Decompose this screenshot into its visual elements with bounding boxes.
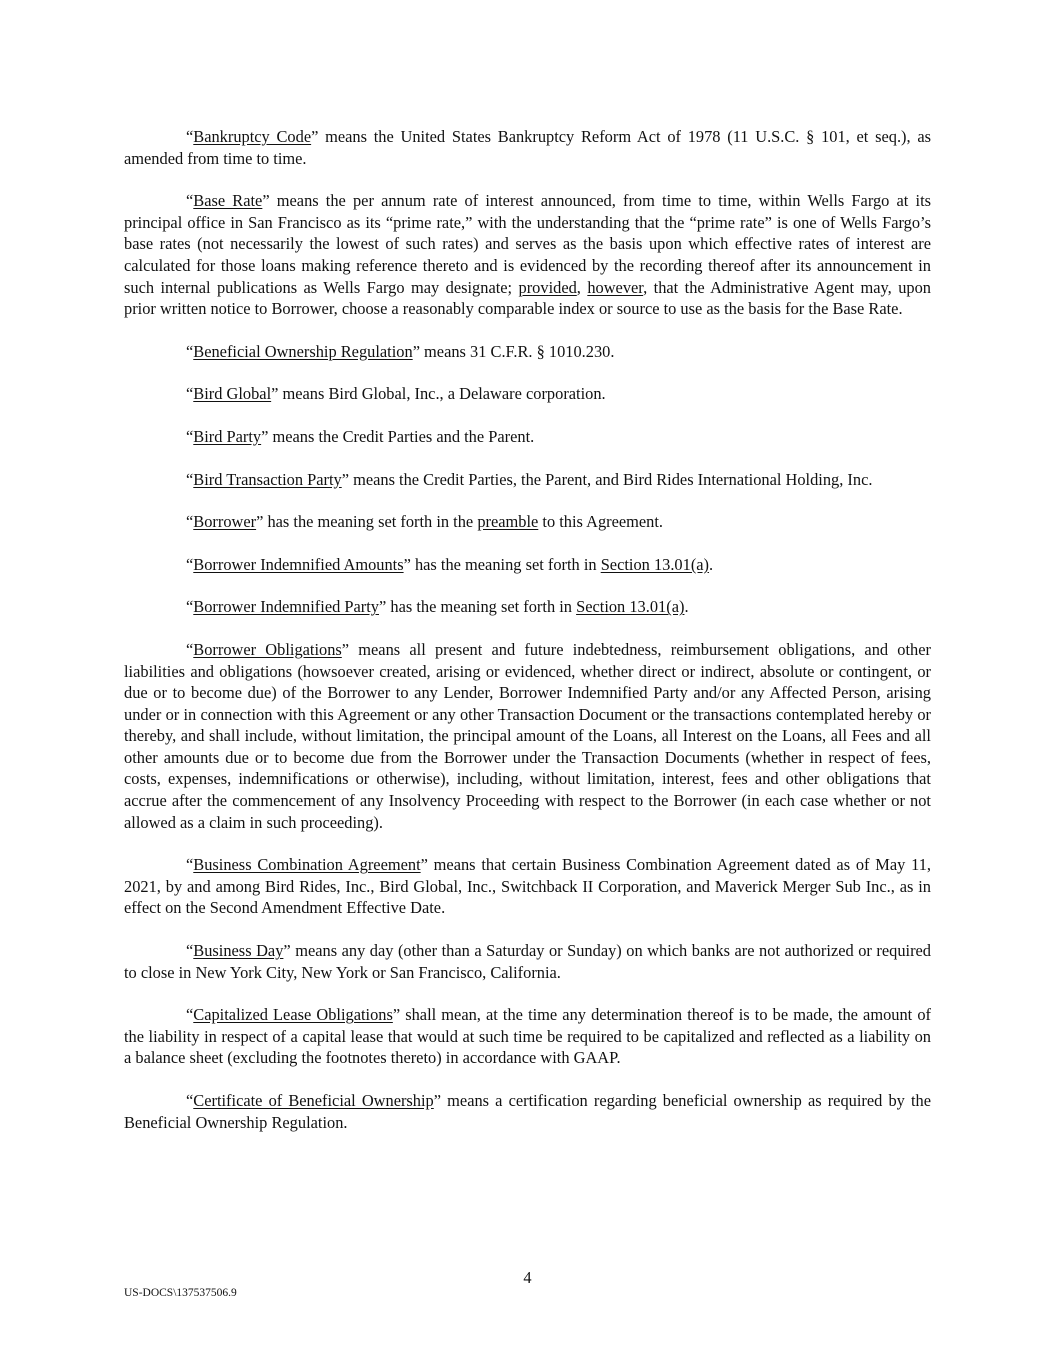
definition-borrower-indemnified-party: “Borrower Indemnified Party” has the meaning set forth in Section 13.01(a). xyxy=(186,597,689,617)
section-13-01-a-link[interactable]: Section 13.01(a) xyxy=(576,597,685,617)
definition-borrower: “Borrower” has the meaning set forth in the preamble to this Agreement. xyxy=(186,512,664,532)
term-beneficial-ownership-regulation: Beneficial Ownership Regulation xyxy=(193,341,413,361)
term-bird-global: Bird Global xyxy=(193,384,272,404)
term-business-day: Business Day xyxy=(193,941,284,961)
page-number: 4 xyxy=(523,1268,532,1287)
document-body xyxy=(124,126,931,1154)
definition-borrower-indemnified-amounts: “Borrower Indemnified Amounts” has the meaning set forth in Section 13.01(a). xyxy=(186,554,714,574)
term-business-combination-agreement: Business Combination Agreement xyxy=(193,855,421,875)
definition-beneficial-ownership-regulation: “Beneficial Ownership Regulation” means 31 C.F.R. § 1010.230. xyxy=(186,341,615,361)
term-borrower-indemnified-amounts: Borrower Indemnified Amounts xyxy=(193,554,404,574)
definition-base-rate: “Base Rate” means the per annum rate of interest announced, from time to time, within Wells Fargo at its principal office in San Francisco as its “prime rate,” with the understanding that the “prime rate” is one of Wells Fargo’s base rates (not necessarily the lowest of such rates) and serves as the basis upon which effective rates of interest are calculated for those loans making reference thereto and is evidenced by the recording thereof after its announcement in such internal publications as Wells Fargo may designate; provided, however, that the Administrative Agent may, upon prior written notice to Borrower, choose a reasonably comparable index or source to use as the basis for the Base Rate. xyxy=(124,191,931,319)
however-emphasis: however xyxy=(587,277,644,297)
term-borrower: Borrower xyxy=(193,512,257,532)
term-bird-transaction-party: Bird Transaction Party xyxy=(193,469,342,489)
definition-capitalized-lease-obligations: “Capitalized Lease Obligations” shall mean, at the time any determination thereof is to be made, the amount of the liability in respect of a capital lease that would at such time be required to be capitalized and reflected as a liability on a balance sheet (excluding the footnotes thereto) in accordance with GAAP. xyxy=(124,1005,931,1068)
section-13-01-a-link[interactable]: Section 13.01(a) xyxy=(600,554,710,574)
term-base-rate: Base Rate xyxy=(193,191,263,211)
definition-certificate-of-beneficial-ownership: “Certificate of Beneficial Ownership” means a certification regarding beneficial ownership as required by the Beneficial Ownership Regulation. xyxy=(124,1091,931,1132)
term-capitalized-lease-obligations: Capitalized Lease Obligations xyxy=(193,1005,393,1025)
definition-business-combination-agreement: “Business Combination Agreement” means that certain Business Combination Agreement dated as of May 11, 2021, by and among Bird Rides, Inc., Bird Global, Inc., Switchback II Corporation, and Maverick Merger Sub Inc., as in effect on the Second Amendment Effective Date. xyxy=(124,855,931,918)
term-certificate-of-beneficial-ownership: Certificate of Beneficial Ownership xyxy=(193,1091,434,1110)
term-borrower-indemnified-party: Borrower Indemnified Party xyxy=(193,597,379,617)
term-borrower-obligations: Borrower Obligations xyxy=(193,639,342,659)
definition-business-day: “Business Day” means any day (other than a Saturday or Sunday) on which banks are not authorized or required to close in New York City, New York or San Francisco, California. xyxy=(124,941,931,982)
definition-bird-party: “Bird Party” means the Credit Parties and the Parent. xyxy=(186,426,535,446)
definition-bankruptcy-code: “Bankruptcy Code” means the United States Bankruptcy Reform Act of 1978 (11 U.S.C. § 101, et seq.), as amended from time to time. xyxy=(124,127,932,168)
definition-borrower-obligations: “Borrower Obligations” means all present and future indebtedness, reimbursement obligations, and other liabilities and obligations (howsoever created, arising or evidenced, whether direct or indirect, absolute or contingent, or due or to become due) of the Borrower to any Lender, Borrower Indemnified Party and/or any Affected Person, arising under or in connection with this Agreement or any other Transaction Document or the transactions contemplated hereby or thereby, and shall include, without limitation, the principal amount of the Loans, all Interest on the Loans, all Fees and all other amounts due or to become due from the Borrower under the Transaction Documents (whether in respect of fees, costs, expenses, indemnifications or otherwise), including, without limitation, interest, fees and other obligations that accrue after the commencement of any Insolvency Proceeding with respect to the Borrower (in each case whether or not allowed as a claim in such proceeding). xyxy=(124,639,931,832)
term-bankruptcy-code: Bankruptcy Code xyxy=(193,127,312,146)
provided-emphasis: provided xyxy=(518,277,577,297)
document-id: US-DOCS\137537506.9 xyxy=(124,1287,237,1299)
definition-bird-global: “Bird Global” means Bird Global, Inc., a Delaware corporation. xyxy=(186,384,606,404)
preamble-link[interactable]: preamble xyxy=(477,512,539,532)
definition-bird-transaction-party: “Bird Transaction Party” means the Credit Parties, the Parent, and Bird Rides International Holding, Inc. xyxy=(186,469,873,489)
term-bird-party: Bird Party xyxy=(193,426,262,446)
